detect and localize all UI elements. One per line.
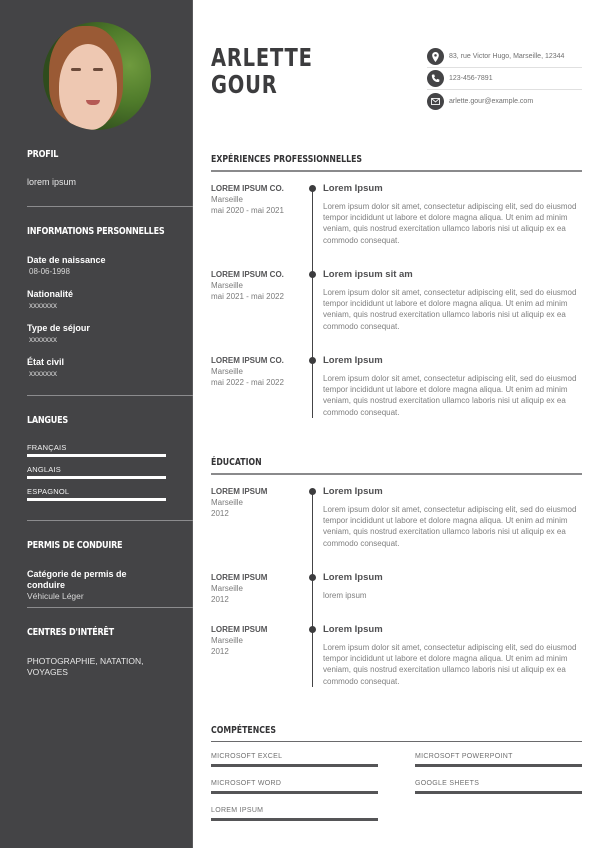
education-timeline (312, 491, 313, 687)
birthdate-value: 08-06-1998 (29, 267, 70, 276)
candidate-name (211, 44, 313, 98)
contact-block (427, 46, 582, 112)
personal-info-title: INFORMATIONS PERSONNELLES (27, 226, 165, 237)
license-section (27, 540, 167, 602)
language-level-bar (27, 476, 166, 479)
timeline-dot (309, 626, 316, 633)
last-name: GOUR (211, 70, 278, 99)
languages-title: LANGUES (27, 415, 68, 426)
section-rule (211, 473, 582, 475)
timeline-dot (309, 357, 316, 364)
first-name: ARLETTE (211, 43, 313, 72)
marital-status-value: xxxxxxx (29, 369, 57, 378)
section-rule (211, 741, 582, 742)
sidebar-divider (27, 520, 193, 521)
license-value: Véhicule Léger (27, 591, 84, 601)
skill-level-bar (211, 818, 378, 821)
section-rule (211, 170, 582, 172)
skill-level-bar (211, 764, 378, 767)
language-level-bar (27, 454, 166, 457)
skill-level-bar (211, 791, 378, 794)
language-item: ESPAGNOL (27, 487, 167, 501)
sidebar-divider (27, 607, 193, 608)
education-title: ÉDUCATION (211, 457, 262, 468)
skill-item: LOREM IPSUM (211, 806, 378, 821)
interests-line-1: PHOTOGRAPHIE, NATATION, (27, 656, 144, 666)
skill-item: MICROSOFT WORD (211, 779, 378, 794)
skills-title: COMPÉTENCES (211, 725, 276, 736)
nationality-value: xxxxxxx (29, 301, 57, 310)
profile-photo (43, 22, 151, 130)
experience-timeline (312, 188, 313, 418)
timeline-dot (309, 488, 316, 495)
birthdate-label: Date de naissance (27, 255, 106, 265)
contact-email: arlette.gour@example.com (427, 90, 582, 112)
nationality-label: Nationalité (27, 289, 74, 299)
profile-section (27, 149, 167, 188)
timeline-dot (309, 574, 316, 581)
contact-address: 83, rue Victor Hugo, Marseille, 12344 (427, 46, 582, 68)
skill-level-bar (415, 764, 582, 767)
skill-level-bar (415, 791, 582, 794)
license-title: PERMIS DE CONDUIRE (27, 540, 123, 551)
profile-text: lorem ipsum (27, 177, 77, 187)
languages-section (27, 415, 167, 509)
license-label: Catégorie de permis de conduire (27, 569, 127, 590)
language-level-bar (27, 498, 166, 501)
personal-info-section (27, 226, 167, 379)
sidebar-divider (27, 206, 193, 207)
interests-title: CENTRES D'INTÉRÊT (27, 627, 114, 638)
skill-item: MICROSOFT POWERPOINT (415, 752, 582, 767)
sidebar-divider (27, 395, 193, 396)
profile-title: PROFIL (27, 149, 59, 160)
marital-status-label: État civil (27, 357, 65, 367)
phone-icon (427, 70, 444, 87)
language-item: ANGLAIS (27, 465, 167, 479)
sidebar (0, 0, 193, 848)
skill-item: GOOGLE SHEETS (415, 779, 582, 794)
location-pin-icon (427, 48, 444, 65)
interests-section (27, 627, 167, 678)
residence-type-label: Type de séjour (27, 323, 90, 333)
timeline-dot (309, 271, 316, 278)
envelope-icon (427, 93, 444, 110)
residence-type-value: xxxxxxx (29, 335, 57, 344)
timeline-dot (309, 185, 316, 192)
interests-line-2: VOYAGES (27, 667, 68, 677)
experience-title: EXPÉRIENCES PROFESSIONNELLES (211, 154, 363, 165)
contact-phone: 123-456-7891 (427, 68, 582, 90)
language-item: FRANÇAIS (27, 443, 167, 457)
skill-item: MICROSOFT EXCEL (211, 752, 378, 767)
